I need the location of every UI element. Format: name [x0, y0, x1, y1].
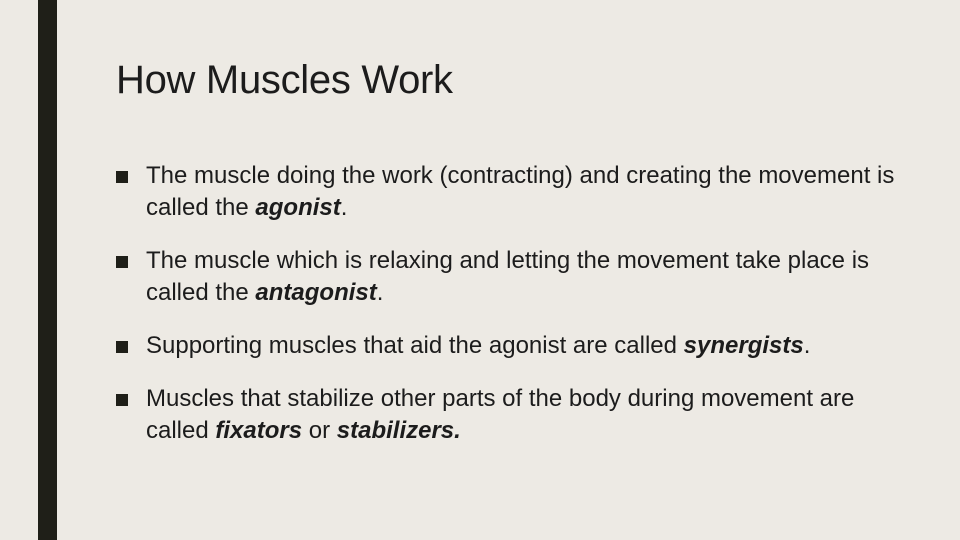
term-synergists: synergists: [683, 332, 804, 359]
bullet-item-antagonist: [116, 245, 896, 309]
square-bullet-icon: [116, 341, 128, 353]
term-fixators: fixators: [215, 417, 303, 444]
bullet-item-agonist: [116, 160, 896, 224]
term-agonist: agonist: [255, 194, 341, 221]
bullet-text-end: .: [803, 332, 811, 359]
left-accent-bar: [38, 0, 57, 540]
bullet-text: Supporting muscles that aid the agonist are called: [146, 332, 684, 359]
bullet-item-synergists: [116, 330, 896, 362]
term-antagonist: antagonist: [255, 279, 377, 306]
square-bullet-icon: [116, 256, 128, 268]
bullet-text: Muscles that stabilize other parts of the body during movement are called: [146, 385, 855, 444]
term-stabilizers: stabilizers.: [336, 417, 461, 444]
slide-title: How Muscles Work: [116, 58, 453, 102]
bullet-text-end: .: [376, 279, 384, 306]
bullet-text-middle: or: [302, 417, 337, 444]
bullet-list: [116, 160, 896, 468]
bullet-text: The muscle which is relaxing and letting the movement take place is called the: [146, 247, 870, 306]
bullet-item-fixators: [116, 383, 896, 447]
square-bullet-icon: [116, 171, 128, 183]
bullet-text: The muscle doing the work (contracting) and creating the movement is called the: [146, 162, 895, 221]
square-bullet-icon: [116, 394, 128, 406]
bullet-text-end: .: [340, 194, 348, 221]
